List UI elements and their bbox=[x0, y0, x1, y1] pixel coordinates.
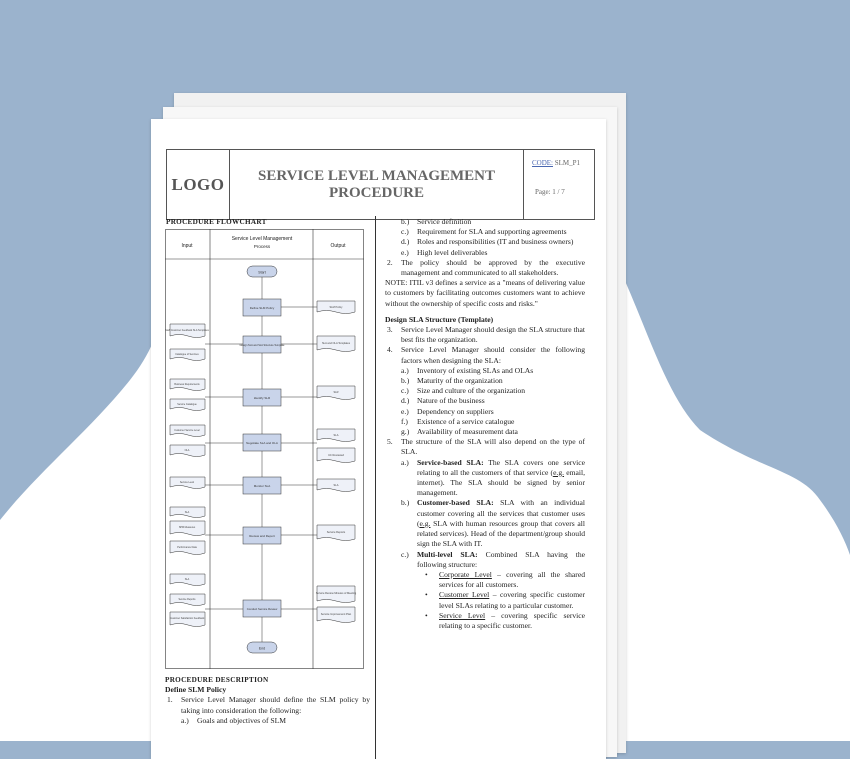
note-text: NOTE: ITIL v3 defines a service as a "means of delivering value to customers by facilitating outcomes customers want to achieve without the ownership of specific costs and risks." bbox=[385, 278, 585, 308]
list-item: f.) Existence of a service catalogue bbox=[401, 416, 515, 426]
end-label: End bbox=[258, 646, 266, 651]
list-item: a.) Goals and objectives of SLM bbox=[181, 715, 287, 725]
logo: LOGO bbox=[167, 150, 230, 219]
bullet-item: • Service Level – covering specific service relating to a specific customer. bbox=[425, 610, 585, 630]
list-item: b.) Service definition bbox=[401, 217, 472, 226]
output-doc-label: Service Improvement Plan bbox=[320, 613, 352, 616]
output-doc-label: SLA bbox=[333, 484, 339, 487]
left-column bbox=[165, 675, 370, 726]
doc-code: CODE: SLM_P1 bbox=[532, 159, 581, 167]
input-doc-label: Catalogue of Services bbox=[175, 353, 199, 356]
list-item: 5. The structure of the SLA will also depend on the type of SLA. bbox=[387, 437, 585, 457]
input-doc-label: Staff Customer Feedback SLA Templates bbox=[165, 329, 209, 332]
title-line: PROCEDURE bbox=[328, 184, 424, 201]
column-header-output: Output bbox=[330, 243, 346, 249]
list-item: 2. The policy should be approved by the executive management and communicated to all stakeholders. bbox=[387, 257, 585, 278]
input-doc-label: Service Reports bbox=[178, 598, 196, 601]
list-item: 4. Service Level Manager should consider the following factors when designing the SLA: bbox=[387, 345, 585, 365]
column-divider bbox=[375, 216, 376, 759]
list-item: d.) Roles and responsibilities (IT and business owners) bbox=[401, 237, 574, 247]
column-header-input: Input bbox=[181, 243, 193, 249]
start-label: Start bbox=[258, 270, 266, 275]
input-doc-label: SLA bbox=[184, 511, 190, 514]
output-documents bbox=[317, 301, 355, 623]
page-title bbox=[230, 150, 523, 219]
section-heading: Design SLA Structure (Template) bbox=[385, 314, 494, 324]
output-doc-label: SLR bbox=[333, 391, 339, 394]
list-item: e.) High level deliverables bbox=[401, 247, 488, 257]
input-doc-label: Business Requirements bbox=[174, 383, 200, 386]
section-heading: Define SLM Policy bbox=[165, 685, 227, 695]
process-step-label: Review and Report bbox=[249, 534, 275, 538]
input-doc-label: Customer Satisfaction Feedback bbox=[169, 617, 205, 620]
flowchart-title: PROCEDURE FLOWCHART bbox=[166, 218, 267, 226]
input-doc-label: Performance Data bbox=[177, 546, 197, 549]
list-item: 3. Service Level Manager should design the SLA structure that best fits the organization. bbox=[387, 325, 585, 345]
right-column bbox=[385, 217, 585, 631]
list-item: c.) Multi-level SLA: Combined SLA having the following structure: bbox=[401, 549, 585, 569]
list-item: c.) Size and culture of the organization bbox=[401, 386, 526, 396]
output-doc-label: SLA and OLA Templates bbox=[321, 342, 351, 345]
output-doc-label: Service Reports bbox=[326, 531, 346, 534]
document-header bbox=[166, 149, 595, 220]
column-header-process: Process bbox=[253, 244, 271, 249]
output-doc-label: UC Reviewed bbox=[328, 454, 344, 457]
list-item: d.) Nature of the business bbox=[401, 396, 485, 406]
list-item: a.) Inventory of existing SLAs and OLAs bbox=[401, 365, 534, 375]
list-item: b.) Customer-based SLA: SLA with an individual customer covering all the services that customer uses (e.g. SLA with human resources group that covers all related services). Head of the department/group should sign the SLA with IT. bbox=[401, 498, 585, 549]
description-title: PROCEDURE DESCRIPTION bbox=[165, 676, 269, 684]
output-doc-label: SLM Policy bbox=[329, 306, 343, 309]
list-item: e.) Dependency on suppliers bbox=[401, 406, 494, 416]
column-header-process: Service Level Management bbox=[231, 236, 293, 242]
document-page bbox=[151, 119, 606, 759]
bullet-item: • Customer Level – covering specific customer level SLAs relating to a particular customer. bbox=[425, 590, 586, 610]
input-doc-label: SPM Measures bbox=[178, 526, 196, 529]
process-step-label: Identify SLR bbox=[253, 396, 271, 400]
process-step-label: Negotiate SLA and OLA bbox=[246, 441, 278, 445]
output-doc-label: SLA bbox=[333, 434, 339, 437]
bullet-item: • Corporate Level – covering all the shared services for all customers. bbox=[425, 569, 585, 590]
list-item: g.) Availability of measurement data bbox=[401, 427, 518, 437]
process-step-label: Monitor SLA bbox=[253, 484, 271, 488]
list-item: c.) Requirement for SLA and supporting agreements bbox=[401, 227, 567, 237]
process-step-label: Conduct Service Review bbox=[246, 607, 278, 611]
input-doc-label: Customer Service Level bbox=[174, 429, 200, 432]
input-documents bbox=[170, 324, 205, 627]
procedure-flowchart bbox=[165, 229, 364, 669]
title-line: SERVICE LEVEL MANAGEMENT bbox=[257, 167, 495, 184]
list-item: 1. Service Level Manager should define the SLM policy by taking into consideration the following: bbox=[167, 695, 370, 715]
input-doc-label: Service Catalogue bbox=[177, 403, 197, 406]
output-doc-label: Service Review Minutes of Meeting bbox=[315, 592, 357, 595]
list-item: a.) Service-based SLA: The SLA covers one service relating to all the customers of that service (e.g. email, internet). The SLA should be signed by senior management. bbox=[401, 457, 585, 498]
process-step-label: Define SLM Policy bbox=[249, 306, 275, 310]
input-doc-label: OLA bbox=[184, 449, 190, 452]
list-item: b.) Maturity of the organization bbox=[401, 376, 503, 386]
input-doc-label: SLA bbox=[184, 578, 190, 581]
process-steps bbox=[240, 299, 285, 617]
process-step-label: Design SLA and SLA Structure Template bbox=[239, 344, 285, 347]
doc-meta bbox=[523, 150, 594, 219]
input-doc-label: Service Level bbox=[179, 481, 195, 484]
page-number: Page: 1 / 7 bbox=[535, 188, 565, 196]
